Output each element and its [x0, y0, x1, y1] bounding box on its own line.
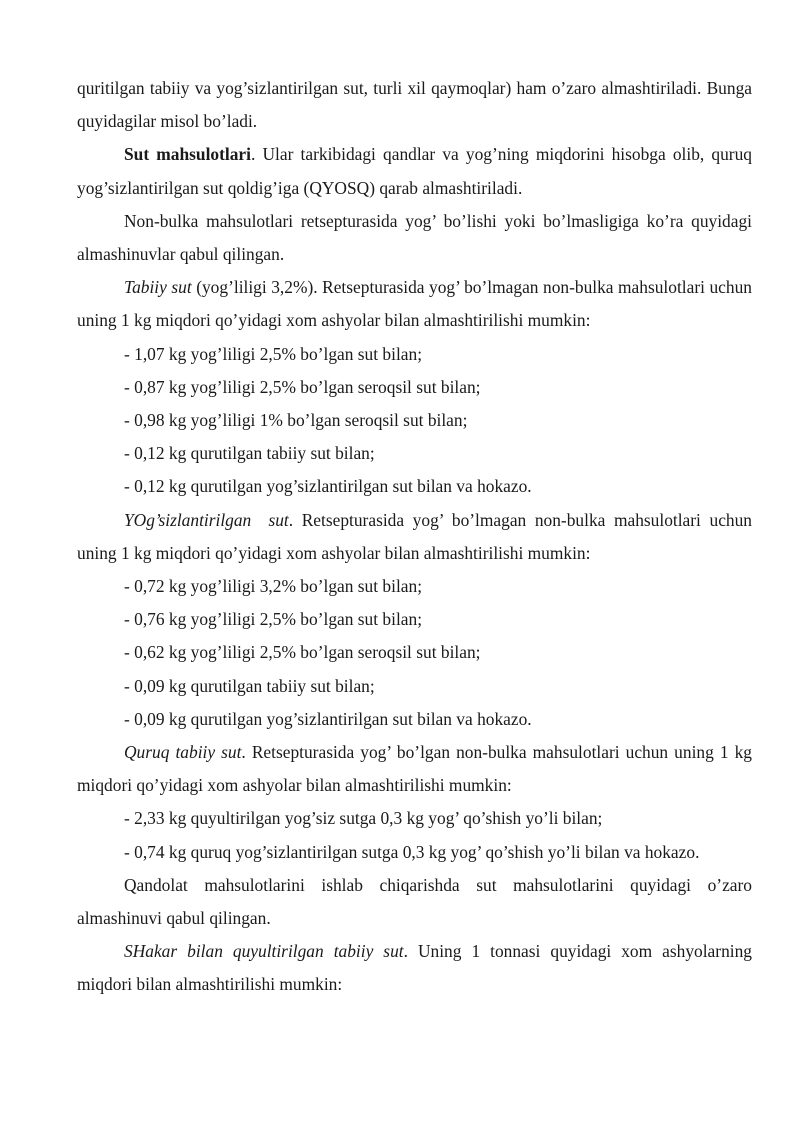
paragraph	[77, 205, 752, 271]
list-item: - 0,76 kg yog’liligi 2,5% bo’lgan sut bilan;	[124, 609, 423, 630]
italic-term: Tabiiy sut	[124, 277, 192, 298]
paragraph	[77, 736, 752, 802]
paragraph-text: . Ular tarkibidagi qandlar va yog’ning miqdorini hisobga olib, quruq yog’sizlantirilgan sut qoldig’iga (QYOSQ) qarab almashtiriladi.	[77, 144, 752, 198]
paragraph	[77, 869, 752, 935]
paragraph-text: . Retsepturasida yog’ bo’lmagan non-bulka mahsulotlari uchun uning 1 kg miqdori qo’yidagi xom ashyolar bilan almashtirilishi mumkin:	[77, 509, 752, 563]
list-item: - 0,62 kg yog’liligi 2,5% bo’lgan seroqsil sut bilan;	[124, 642, 481, 663]
paragraph-text: Qandolat mahsulotlarini ishlab chiqarishda sut mahsulotlarini quyidagi o’zaro almashinuvi qabul qilingan.	[77, 874, 752, 929]
paragraph-text: . Retsepturasida yog’ bo’lgan non-bulka mahsulotlari uchun uning 1 kg miqdori qo’yidagi xom ashyolar bilan almashtirilishi mumkin:	[77, 742, 752, 796]
list-item: - 0,12 kg qurutilgan tabiiy sut bilan;	[124, 443, 375, 464]
list-item: - 0,87 kg yog’liligi 2,5% bo’lgan seroqsil sut bilan;	[124, 376, 481, 397]
bold-term: Sut mahsulotlari	[124, 144, 251, 165]
list-item: - 0,72 kg yog’liligi 3,2% bo’lgan sut bilan;	[124, 576, 423, 597]
paragraph-text: . Uning 1 tonnasi quyidagi xom ashyolarning miqdori bilan almashtirilishi mumkin:	[77, 941, 752, 995]
italic-term: YOg’sizlantirilgan sut	[124, 509, 289, 530]
paragraph	[77, 138, 752, 204]
document-page	[77, 72, 752, 1002]
list-item: - 0,98 kg yog’liligi 1% bo’lgan seroqsil sut bilan;	[124, 410, 468, 431]
list-item: - 2,33 kg quyultirilgan yog’siz sutga 0,3 kg yog’ qo’shish yo’li bilan;	[124, 808, 603, 829]
paragraph	[77, 504, 752, 570]
list-item: - 0,09 kg qurutilgan yog’sizlantirilgan sut bilan va hokazo.	[124, 708, 532, 729]
paragraph	[77, 935, 752, 1001]
list-item: - 1,07 kg yog’liligi 2,5% bo’lgan sut bilan;	[124, 343, 423, 364]
paragraph-text: (yog’liligi 3,2%). Retsepturasida yog’ bo’lmagan non-bulka mahsulotlari uchun uning 1 kg miqdori qo’yidagi xom ashyolar bilan almashtirilishi mumkin:	[77, 277, 752, 331]
italic-term: Quruq tabiiy sut	[124, 742, 242, 763]
list-item: - 0,12 kg qurutilgan yog’sizlantirilgan sut bilan va hokazo.	[124, 476, 532, 497]
italic-term: SHakar bilan quyultirilgan tabiiy sut	[124, 941, 404, 962]
paragraph-text: Non-bulka mahsulotlari retsepturasida yog’ bo’lishi yoki bo’lmasligiga ko’ra quyidagi almashinuvlar qabul qilingan.	[77, 210, 752, 265]
list-item: - 0,74 kg quruq yog’sizlantirilgan sutga 0,3 kg yog’ qo’shish yo’li bilan va hokazo.	[124, 841, 700, 862]
paragraph	[77, 72, 752, 138]
paragraph-text: quritilgan tabiiy va yog’sizlantirilgan sut, turli xil qaymoqlar) ham o’zaro almashtiriladi. Bunga quyidagilar misol bo’ladi.	[77, 78, 752, 132]
list-item: - 0,09 kg qurutilgan tabiiy sut bilan;	[124, 675, 375, 696]
paragraph	[77, 271, 752, 337]
